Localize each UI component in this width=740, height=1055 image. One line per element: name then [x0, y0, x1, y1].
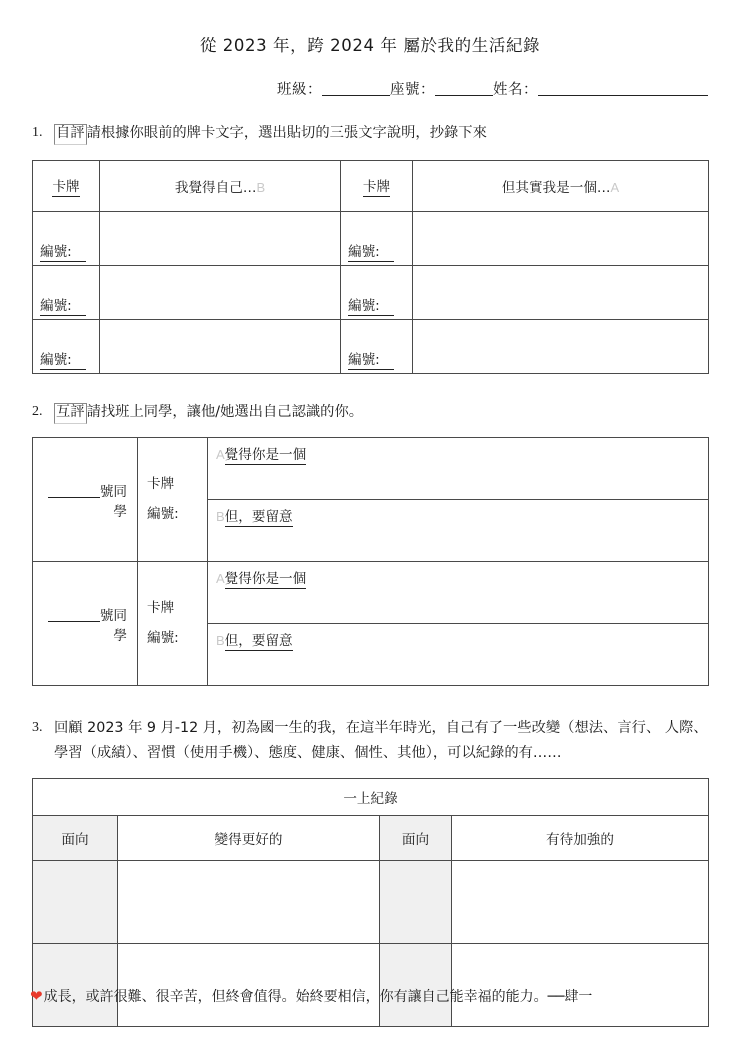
question-3-line-1: 回顧 2023 年 9 月-12 月，初為國一生的我，在這半年時光，自己有了一些改變（想法、言行、	[54, 720, 661, 737]
desc-cell-left[interactable]	[100, 212, 341, 266]
card-number-cell[interactable]	[138, 562, 208, 686]
mark-b: B	[216, 633, 225, 649]
number-cell-right[interactable]: 編號:	[341, 320, 413, 374]
mark-a: A	[216, 447, 225, 463]
header-aspect-right: 面向	[380, 816, 452, 861]
header-card-left: 卡牌	[33, 161, 100, 212]
desc-cell-right[interactable]	[413, 266, 709, 320]
table-row	[33, 266, 709, 320]
table-row-title	[33, 779, 709, 816]
comment-row-a	[208, 438, 708, 500]
comment-b-prompt: 但，要留意	[225, 505, 293, 527]
table-row	[33, 320, 709, 374]
seat-field	[390, 78, 493, 99]
peer-number-blank[interactable]	[48, 484, 100, 498]
self-eval-table	[32, 160, 709, 374]
peer-number-blank[interactable]	[48, 608, 100, 622]
question-1	[0, 121, 740, 146]
question-1-body	[54, 121, 710, 146]
header-better: 變得更好的	[118, 816, 380, 861]
card-number-cell[interactable]	[138, 438, 208, 562]
desc-cell-right[interactable]	[413, 320, 709, 374]
table-row-header	[33, 816, 709, 861]
comment-b-prompt: 但，要留意	[225, 629, 293, 651]
desc-cell-right[interactable]	[413, 212, 709, 266]
number-cell-right[interactable]: 編號:	[341, 266, 413, 320]
mark-a: A	[610, 180, 620, 196]
table-row	[33, 861, 709, 944]
better-cell[interactable]	[118, 861, 380, 944]
improve-cell[interactable]	[452, 861, 709, 944]
comment-a-prompt: 覺得你是一個	[225, 443, 307, 465]
name-input-blank[interactable]	[538, 81, 708, 96]
number-cell-left[interactable]: 編號:	[33, 266, 100, 320]
aspect-right-cell[interactable]	[380, 861, 452, 944]
footer-quote	[30, 984, 714, 1008]
question-3-number: 3.	[32, 720, 43, 736]
number-cell-left[interactable]: 編號:	[33, 212, 100, 266]
peer-number-cell[interactable]	[33, 562, 138, 686]
page-title: 從 2023 年，跨 2024 年 屬於我的生活紀錄	[199, 36, 541, 55]
comment-row-b	[208, 624, 708, 686]
aspect-left-cell[interactable]	[33, 861, 118, 944]
peer-comments-subtable	[208, 438, 708, 561]
header-desc-right: 但其實我是一個…A	[413, 161, 709, 212]
peer-eval-tag: 互評	[54, 403, 87, 424]
desc-cell-left[interactable]	[100, 320, 341, 374]
seat-label: 座號：	[390, 82, 435, 98]
seat-input-blank[interactable]	[435, 81, 493, 96]
comment-b-cell[interactable]	[208, 624, 708, 686]
desc-cell-left[interactable]	[100, 266, 341, 320]
card-label: 卡牌	[147, 600, 175, 617]
mark-b: B	[256, 180, 266, 196]
class-label: 班級：	[277, 82, 322, 98]
table-row-header	[33, 161, 709, 212]
peer-eval-table	[32, 437, 709, 686]
comment-a-cell[interactable]	[208, 438, 708, 500]
peer-comments-cell	[208, 562, 709, 686]
mark-b: B	[216, 509, 225, 525]
question-3-line-2: 人際、學習（成績）、習慣（使用手機）、態度、健康、個性、其他），可以紀錄的有……	[54, 720, 708, 762]
question-2	[0, 400, 740, 425]
question-1-text: 請根據你眼前的牌卡文字，選出貼切的三張文字說明，抄錄下來	[86, 125, 487, 141]
question-3	[0, 716, 740, 766]
footer-quote-text: 成長，或許很難、很辛苦，但終會值得。始終要相信，你有讓自己能幸福的能力。──肆一	[43, 989, 593, 1005]
header-desc-left: 我覺得自己…B	[100, 161, 341, 212]
comment-a-cell[interactable]	[208, 562, 708, 624]
class-input-blank[interactable]	[322, 81, 390, 96]
header-aspect-left: 面向	[33, 816, 118, 861]
question-2-text: 請找班上同學，讓他/她選出自己認識的你。	[86, 404, 364, 421]
name-field	[493, 78, 708, 99]
comment-a-prompt: 覺得你是一個	[225, 567, 307, 589]
card-label: 卡牌	[147, 476, 175, 493]
question-1-number: 1.	[32, 125, 43, 140]
peer-comments-subtable	[208, 562, 708, 685]
question-2-number: 2.	[32, 404, 43, 420]
name-label: 姓名：	[493, 82, 538, 98]
self-eval-tag: 自評	[54, 124, 87, 145]
peer-number-cell[interactable]	[33, 438, 138, 562]
mark-a: A	[216, 571, 225, 587]
header-improve: 有待加強的	[452, 816, 709, 861]
comment-b-cell[interactable]	[208, 500, 708, 562]
question-3-body	[54, 716, 710, 766]
table-1-wrapper	[0, 160, 740, 374]
header-card-right: 卡牌	[341, 161, 413, 212]
comment-row-b	[208, 500, 708, 562]
peer-suffix-label: 號同學	[99, 483, 127, 520]
table-2-wrapper	[0, 437, 740, 686]
table-row	[33, 438, 709, 562]
heart-icon: ❤	[30, 987, 43, 1005]
number-cell-right[interactable]: 編號:	[341, 212, 413, 266]
comment-row-a	[208, 562, 708, 624]
table-row	[33, 562, 709, 686]
card-number-label: 編號:	[147, 629, 179, 646]
table-row	[33, 212, 709, 266]
class-field	[277, 78, 390, 99]
question-2-body	[54, 400, 710, 425]
peer-comments-cell	[208, 438, 709, 562]
peer-suffix-label: 號同學	[99, 607, 127, 644]
number-cell-left[interactable]: 編號:	[33, 320, 100, 374]
card-number-label: 編號:	[147, 505, 179, 522]
identity-line	[0, 78, 740, 99]
record-title-cell: 一上紀錄	[33, 779, 709, 816]
